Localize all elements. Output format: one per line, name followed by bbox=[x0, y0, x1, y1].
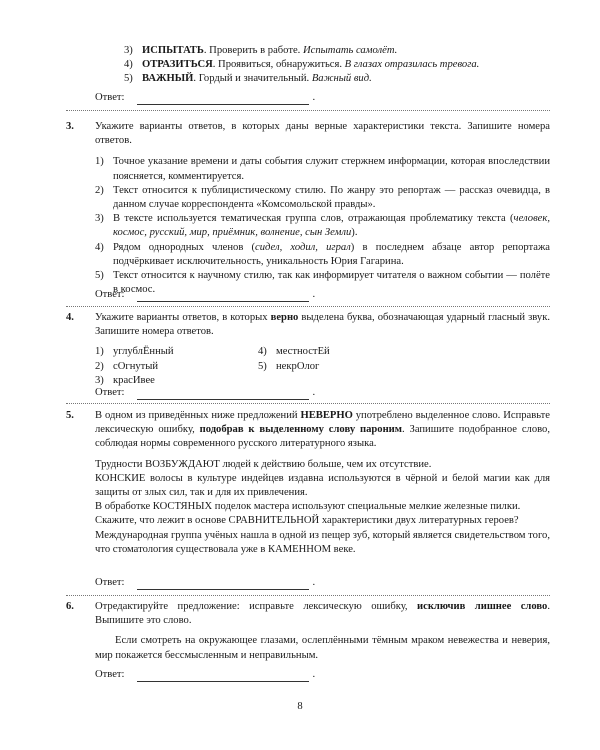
list-item: 4) Рядом однородных членов (сидел, ходил, играл) в последнем абзаце автор репортажа подчёркивает исключительность, уникальность Юрия Гагарина. bbox=[95, 241, 551, 267]
divider bbox=[66, 306, 550, 307]
divider bbox=[66, 110, 550, 111]
answer-field[interactable] bbox=[137, 672, 309, 682]
sentence: Трудности ВОЗБУЖДАЮТ людей к действию больше, чем их отсутствие. bbox=[95, 458, 432, 470]
question-number: 6. bbox=[66, 601, 74, 612]
question-number: 5. bbox=[66, 410, 74, 421]
question-text: Укажите варианты ответов, в которых даны верные характеристики текста. Запишите номера ответов. bbox=[95, 121, 550, 147]
question-number: 4. bbox=[66, 312, 74, 323]
answer-field[interactable] bbox=[137, 292, 309, 302]
list-item: 2) Текст относится к публицистическому стилю. По жанру это репортаж — рассказ очевидца, в данном случае корреспондента «Комсомольской правды». bbox=[95, 184, 550, 211]
sentence: Международная группа учёных нашла в одной из пещер зуб, который является свидетельством того, что стоматология существовала уже в КАМЕННОМ веке. bbox=[95, 529, 550, 555]
answer-label: Ответ: bbox=[95, 669, 125, 680]
sentence: В обработке КОСТЯНЫХ поделок мастера используют специальные мелкие железные пилки. bbox=[95, 501, 521, 513]
list-item: 3) красИвее bbox=[95, 374, 155, 386]
question-3 bbox=[66, 120, 550, 297]
list-item: 2) сОгнутый bbox=[95, 360, 159, 372]
sentences-list bbox=[95, 458, 550, 557]
list-item: 4) местностЕй bbox=[258, 346, 330, 358]
list-item: 4) ОТРАЗИТЬСЯ. Проявиться, обнаружиться. В глазах отразилась тревога. bbox=[124, 59, 480, 71]
divider bbox=[66, 595, 550, 596]
answer-row: Ответ: . bbox=[95, 576, 395, 590]
answer-row: Ответ: . bbox=[95, 386, 395, 400]
options-list bbox=[95, 345, 550, 388]
list-item: 5) ВАЖНЫЙ. Гордый и значительный. Важный вид. bbox=[124, 73, 372, 85]
question-number: 3. bbox=[66, 121, 74, 132]
options-list bbox=[95, 155, 550, 297]
list-item: 5) Текст относится к научному стилю, так как информирует читателя о важном событии — полёте в космос. bbox=[95, 270, 550, 296]
headword: ОТРАЗИТЬСЯ bbox=[142, 59, 213, 71]
answer-label: Ответ: bbox=[95, 92, 125, 103]
answer-row: Ответ: . bbox=[95, 668, 395, 682]
headword: ИСПЫТАТЬ bbox=[142, 45, 204, 56]
list-item: 1) Точное указание времени и даты события служит стержнем информации, которая впоследствии поясняется, комментируется. bbox=[95, 156, 550, 182]
list-item: 3) ИСПЫТАТЬ. Проверить в работе. Испытать самолёт. bbox=[124, 45, 398, 56]
top-options-list bbox=[124, 44, 579, 87]
list-item: 3) В тексте используется тематическая группа слов, отражающая проблематику текста (человек, космос, русский, мир, приёмник, волнение, сын Земли). bbox=[95, 213, 550, 239]
question-4: 4. Укажите варианты ответов, в которых верно выделена буква, обозначающая ударный гласный звук. Запишите номера ответов. 1) углублЁнный 4) местностЕй 2) сОгнутый 5) некрОлог 3) красИвее bbox=[66, 311, 550, 388]
example: В глазах отразилась тревога. bbox=[344, 59, 480, 71]
sentence: Скажите, что лежит в основе СРАВНИТЕЛЬНОЙ характеристики двух литературных героев? bbox=[95, 515, 519, 527]
example: Испытать самолёт. bbox=[302, 45, 398, 56]
answer-field[interactable] bbox=[137, 580, 309, 590]
question-5: 5. В одном из приведённых ниже предложений НЕВЕРНО употреблено выделенное слово. Исправьте лексическую ошибку, подобрав к выделенному слову пароним. Запишите подобранное слово, соблюдая нормы современного русского литературного языка. Трудности ВОЗБУЖДАЮТ людей к действию больше, чем их отсутствие. КОНСКИЕ волосы в культуре индейцев издавна используются в чёрной и белой магии как для защиты от злых сил, так и для их привлечения. В обработке КОСТЯНЫХ поделок мастера используют специальные мелкие железные пилки. Скажите, что лежит в основе СРАВНИТЕЛЬНОЙ характеристики двух литературных героев? Международная группа учёных нашла в одной из пещер зуб, который является свидетельством того, что стоматология существовала уже в КАМЕННОМ веке. bbox=[66, 409, 550, 557]
answer-label: Ответ: bbox=[95, 387, 125, 398]
answer-row: Ответ: . bbox=[95, 288, 395, 302]
answer-label: Ответ: bbox=[95, 289, 125, 300]
example: Важный вид. bbox=[311, 73, 372, 85]
answer-label: Ответ: bbox=[95, 577, 125, 588]
sentence: КОНСКИЕ волосы в культуре индейцев издавна используются в чёрной и белой магии как для защиты от злых сил, так и для их привлечения. bbox=[95, 472, 550, 499]
divider bbox=[66, 403, 550, 404]
question-6: 6. Отредактируйте предложение: исправьте лексическую ошибку, исключив лишнее слово. Выпишите это слово. Если смотреть на окружающее глазами, ослеплёнными тёмным мраком невежества и неверия, мир покажется бессмысленным и неправильным. bbox=[66, 600, 550, 663]
answer-row: Ответ: . bbox=[95, 91, 395, 105]
list-item: 1) углублЁнный bbox=[95, 346, 174, 358]
edit-sentence: Если смотреть на окружающее глазами, ослеплёнными тёмным мраком невежества и неверия, мир покажется бессмысленным и неправильным. bbox=[95, 635, 550, 661]
answer-field[interactable] bbox=[137, 390, 309, 400]
headword: ВАЖНЫЙ bbox=[142, 73, 194, 85]
answer-field[interactable] bbox=[137, 95, 309, 105]
list-item: 5) некрОлог bbox=[258, 360, 320, 372]
page-number: 8 bbox=[297, 701, 303, 712]
